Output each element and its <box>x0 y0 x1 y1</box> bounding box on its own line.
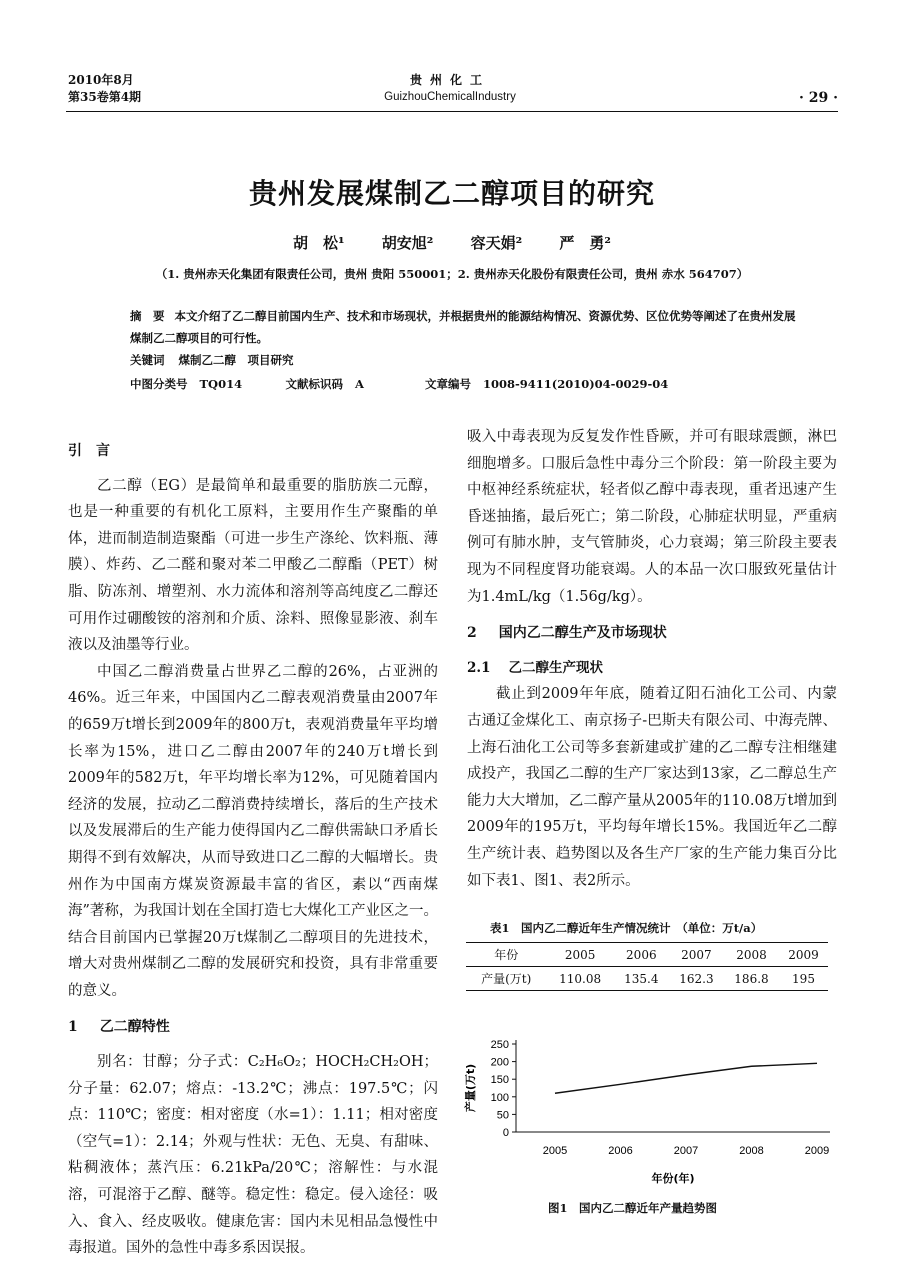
header-rule <box>66 111 838 112</box>
x-tick-label: 2008 <box>739 1145 764 1157</box>
paragraph: 别名：甘醇；分子式：C₂H₆O₂；HOCH₂CH₂OH；分子量：62.07；熔点：-13.2℃；沸点：197.5℃；闪点：110℃；密度：相对密度（水=1）：1.11；相对密度（空气=1）：2.14；外观与性状：无色、无臭、有甜味、粘稠液体；蒸汽压：6.21kPa/20℃；溶解性：与水混溶，可混溶于乙醇、醚等。稳定性：稳定。侵入途径：吸入、食入、经皮吸收。健康危害：国内未见相品急慢性中毒报道。国外的急性中毒多系因误报。 <box>68 1054 438 1257</box>
section-title: 乙二醇特性 <box>99 1019 170 1036</box>
y-tick-label: 250 <box>490 1039 509 1051</box>
right-column <box>467 424 837 894</box>
paragraph: 中国乙二醇消费量占世界乙二醇的26%，占亚洲的46%。近三年来，中国国内乙二醇表观消费量由2007年的659万t增长到2009年的800万t，表观消费量年平均增长率为15%，进口乙二醇由2007年的240万t增长到2009年的582万t，年平均增长率为12%，可见随着国内经济的发展，拉动乙二醇消费持续增长，落后的生产技术以及发展滞后的生产能力使得国内乙二醇供需缺口矛盾长期得不到有效解决，从而导致进口乙二醇的大幅增长。贵州作为中国南方煤炭资源最丰富的省区，素以“西南煤海”著称，为我国计划在全国打造七大煤化工产业区之一。结合目前国内已掌握20万t煤制乙二醇项目的先进技术，增大对贵州煤制乙二醇的发展研究和投资，具有非常重要的意义。 <box>68 663 438 999</box>
x-tick-label: 2005 <box>542 1145 568 1157</box>
journal-name <box>330 72 570 106</box>
table-header-cell: 2008 <box>724 943 779 967</box>
x-axis-label: 年份(年) <box>651 1172 695 1185</box>
clc-value: TQ014 <box>199 377 243 391</box>
section-title: 国内乙二醇生产及市场现状 <box>498 625 667 642</box>
production-trend-chart <box>460 1028 840 1196</box>
section-number: 1 <box>68 1019 78 1036</box>
paper-title: 贵州发展煤制乙二醇项目的研究 <box>248 177 655 210</box>
abstract-label: 摘 要 <box>130 309 165 323</box>
section-heading <box>68 1014 438 1041</box>
y-tick-label: 0 <box>502 1127 509 1139</box>
y-axis-label: 产量(万t) <box>464 1063 477 1113</box>
table-header-cell: 2006 <box>614 943 669 967</box>
x-tick-label: 2007 <box>673 1145 699 1157</box>
table-cell: 110.08 <box>546 967 613 991</box>
table-header-cell: 年份 <box>466 943 546 967</box>
classification <box>130 376 806 392</box>
table-cell: 产量(万t) <box>466 967 546 991</box>
y-tick-label: 150 <box>490 1074 509 1087</box>
series-line <box>555 1063 817 1093</box>
keywords-text: 煤制乙二醇 项目研究 <box>178 353 294 367</box>
paragraph: 乙二醇（EG）是最简单和最重要的脂肪族二元醇，也是一种重要的有机化工原料，主要用作生产聚酯的单体，进而制造制造聚酯（可进一步生产涤纶、饮料瓶、薄膜）、炸药、乙二醛和聚对苯二甲酸乙二醇酯（PET）树脂、防冻剂、增塑剂、水力流体和溶剂等高纯度乙二醇还可用作过硼酸铵的溶剂和介质、涂料、照像显影液、刹车液以及油墨等行业。 <box>68 477 438 654</box>
table-cell: 162.3 <box>669 967 724 991</box>
abstract-text: 本文介绍了乙二醇目前国内生产、技术和市场现状，并根据贵州的能源结构情况、资源优势、区位优势等阐述了在贵州发展煤制乙二醇项目的可行性。 <box>130 309 796 345</box>
table-header-row <box>466 943 828 967</box>
journal-name-cn: 贵州化工 <box>409 73 490 87</box>
table-caption: 表1 国内乙二醇近年生产情况统计 （单位：万t/a） <box>490 921 763 935</box>
table-row <box>466 967 828 991</box>
x-tick-label: 2006 <box>608 1145 633 1157</box>
author: 容天娟² <box>470 234 523 252</box>
clc-label: 中图分类号 <box>130 377 188 391</box>
abstract <box>130 305 806 349</box>
table-header-cell: 2005 <box>546 943 613 967</box>
y-tick-label: 100 <box>490 1091 509 1104</box>
author: 胡安旭² <box>381 234 434 252</box>
author: 胡 松¹ <box>292 234 345 252</box>
section-heading <box>68 438 438 465</box>
paragraph: 截止到2009年年底，随着辽阳石油化工公司、内蒙古通辽金煤化工、南京扬子-巴斯夫有限公司、中海壳牌、上海石油化工公司等多套新建或扩建的乙二醇专注相继建成投产，我国乙二醇的生产厂家达到13家，乙二醇总生产能力大大增加，乙二醇产量从2005年的110.08万t增加到2009年的195万t，平均每年增长15%。我国近年乙二醇生产统计表、趋势图以及各生产厂家的生产能力集百分比如下表1、图1、表2所示。 <box>467 686 837 889</box>
author-list <box>0 232 904 253</box>
author: 严 勇² <box>559 234 611 252</box>
y-tick-label: 200 <box>490 1056 509 1069</box>
section-number: 2 <box>467 625 477 642</box>
paragraph: 吸入中毒表现为反复发作性昏厥，并可有眼球震颤，淋巴细胞增多。口服后急性中毒分三个阶段：第一阶段主要为中枢神经系统症状，轻者似乙醇中毒表现，重者迅速产生昏迷抽搐，最后死亡；第二阶段，心肺症状明显，严重病例可有肺水肿，支气管肺炎，心力衰竭；第三阶段主要表现为不同程度肾功能衰竭。人的本品一次口服致死量估计为1.4mL/kg（1.56g/kg）。 <box>467 429 837 605</box>
issue-volume: 第35卷第4期 <box>68 90 142 104</box>
art-value: 1008-9411(2010)04-0029-04 <box>483 377 669 391</box>
subsection-title: 乙二醇生产现状 <box>508 659 603 676</box>
page-number: · 29 · <box>799 90 838 106</box>
doc-value: A <box>355 377 364 391</box>
figure-caption: 图1 国内乙二醇近年产量趋势图 <box>548 1201 717 1215</box>
table-header-cell: 2007 <box>669 943 724 967</box>
table-cell: 135.4 <box>614 967 669 991</box>
issue-info <box>68 72 141 106</box>
art-label: 文章编号 <box>425 377 471 391</box>
keywords <box>130 352 294 368</box>
issue-date: 2010年8月 <box>68 73 134 87</box>
x-tick-label: 2009 <box>804 1145 830 1157</box>
subsection-heading <box>467 655 837 682</box>
doc-label: 文献标识码 <box>285 377 343 391</box>
keywords-label: 关键词 <box>130 353 165 367</box>
subsection-number: 2.1 <box>467 659 491 676</box>
intro-heading: 引 言 <box>68 443 110 459</box>
table-cell: 195 <box>779 967 828 991</box>
production-table <box>466 942 828 991</box>
table-header-cell: 2009 <box>779 943 828 967</box>
left-column <box>68 438 438 1262</box>
affiliation: （1. 贵州赤天化集团有限责任公司，贵州 贵阳 550001；2. 贵州赤天化股份有限责任公司，贵州 赤水 564707） <box>155 267 749 281</box>
journal-name-en: GuizhouChemicalIndustry <box>384 91 516 103</box>
table-cell: 186.8 <box>724 967 779 991</box>
section-heading <box>467 620 837 647</box>
y-tick-label: 50 <box>496 1109 509 1122</box>
